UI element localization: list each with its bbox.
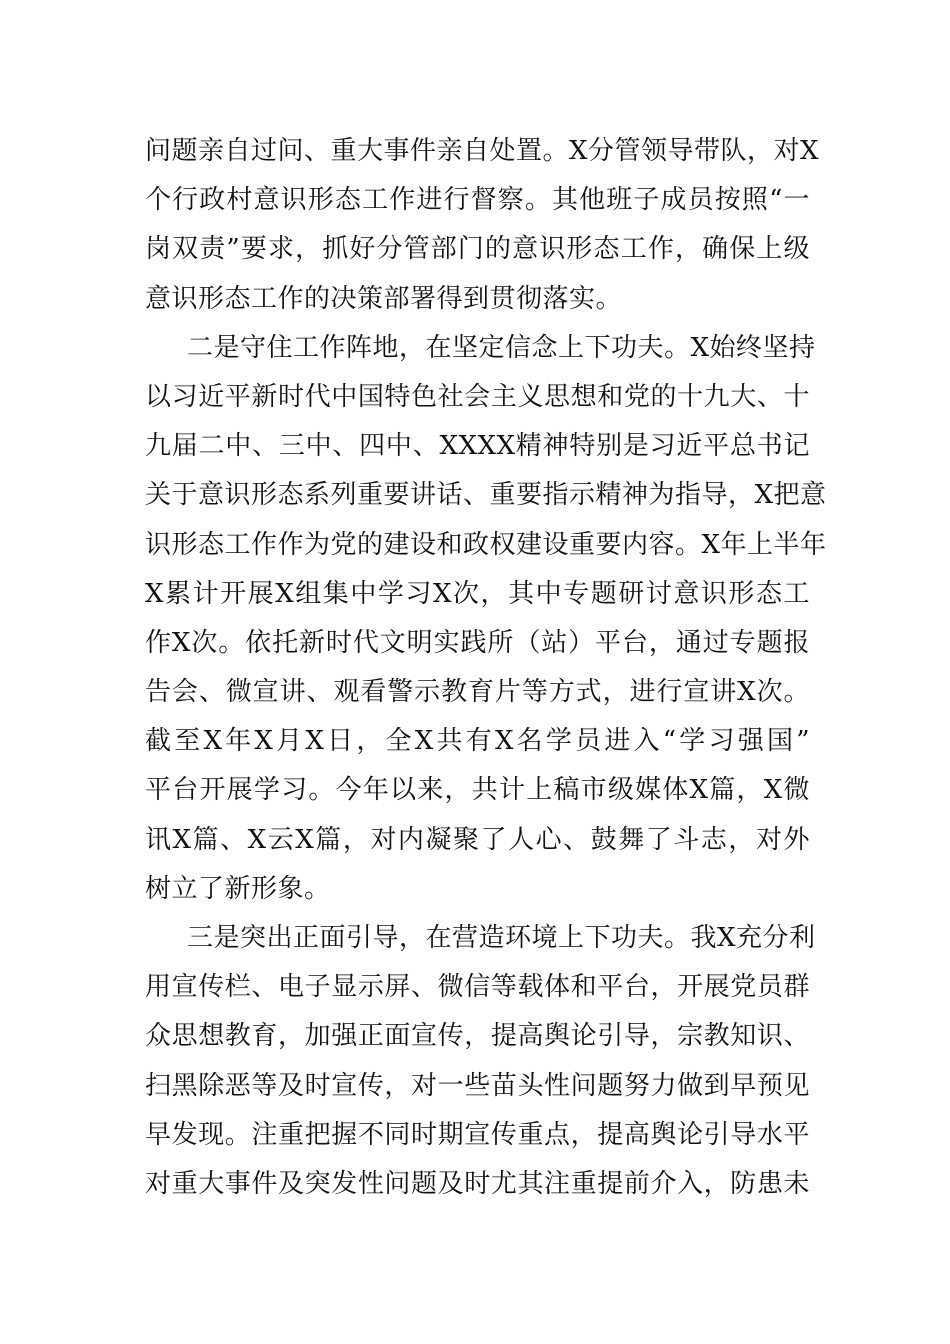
- text-line: 截至X年X月X日，全X共有X名学员进入“学习强国”: [145, 726, 810, 757]
- text-line: 扫黑除恶等及时宣传，对一些苗头性问题努力做到早预见: [145, 1070, 810, 1101]
- text-line: 众思想教育，加强正面宣传，提高舆论引导，宗教知识、: [145, 1021, 810, 1052]
- paragraph-work-position: [145, 324, 827, 914]
- text-line: 意识形态工作的决策部署得到贯彻落实。: [145, 283, 623, 314]
- text-line: 岗双责”要求，抓好分管部门的意识形态工作，确保上级: [145, 234, 810, 265]
- text-line: 用宣传栏、电子显示屏、微信等载体和平台，开展党员群: [145, 972, 810, 1003]
- paragraph-positive-guidance: [145, 914, 816, 1209]
- text-line: 个行政村意识形态工作进行督察。其他班子成员按照“一: [145, 185, 810, 216]
- text-line: 树立了新形象。: [145, 873, 331, 904]
- text-line: 二是守住工作阵地，在坚定信念上下功夫。X始终坚持: [187, 332, 816, 363]
- text-line: 讯X篇、X云X篇，对内凝聚了人心、鼓舞了斗志，对外: [145, 824, 810, 855]
- text-line: 作X次。依托新时代文明实践所（站）平台，通过专题报: [145, 627, 810, 658]
- text-line: 早发现。注重把握不同时期宣传重点，提高舆论引导水平: [145, 1119, 810, 1150]
- text-line: 对重大事件及突发性问题及时尤其注重提前介入，防患未: [145, 1168, 810, 1199]
- text-line: 三是突出正面引导，在营造环境上下功夫。我X充分利: [187, 923, 816, 953]
- paragraph-leadership-continuation: [145, 127, 820, 324]
- text-line: 平台开展学习。今年以来，共计上稿市级媒体X篇，X微: [145, 775, 810, 806]
- text-line: 问题亲自过问、重大事件亲自处置。X分管领导带队，对X: [145, 136, 820, 166]
- text-line: X累计开展X组集中学习X次，其中专题研讨意识形态工: [145, 578, 810, 609]
- document-body: [145, 127, 827, 1209]
- text-line: 以习近平新时代中国特色社会主义思想和党的十九大、十: [145, 381, 810, 412]
- text-line: 关于意识形态系列重要讲话、重要指示精神为指导，X把意: [145, 480, 827, 511]
- text-line: 识形态工作作为党的建设和政权建设重要内容。X年上半年: [145, 529, 827, 560]
- text-line: 九届二中、三中、四中、XXXX精神特别是习近平总书记: [145, 431, 810, 462]
- text-line: 告会、微宣讲、观看警示教育片等方式，进行宣讲X次。: [145, 677, 810, 708]
